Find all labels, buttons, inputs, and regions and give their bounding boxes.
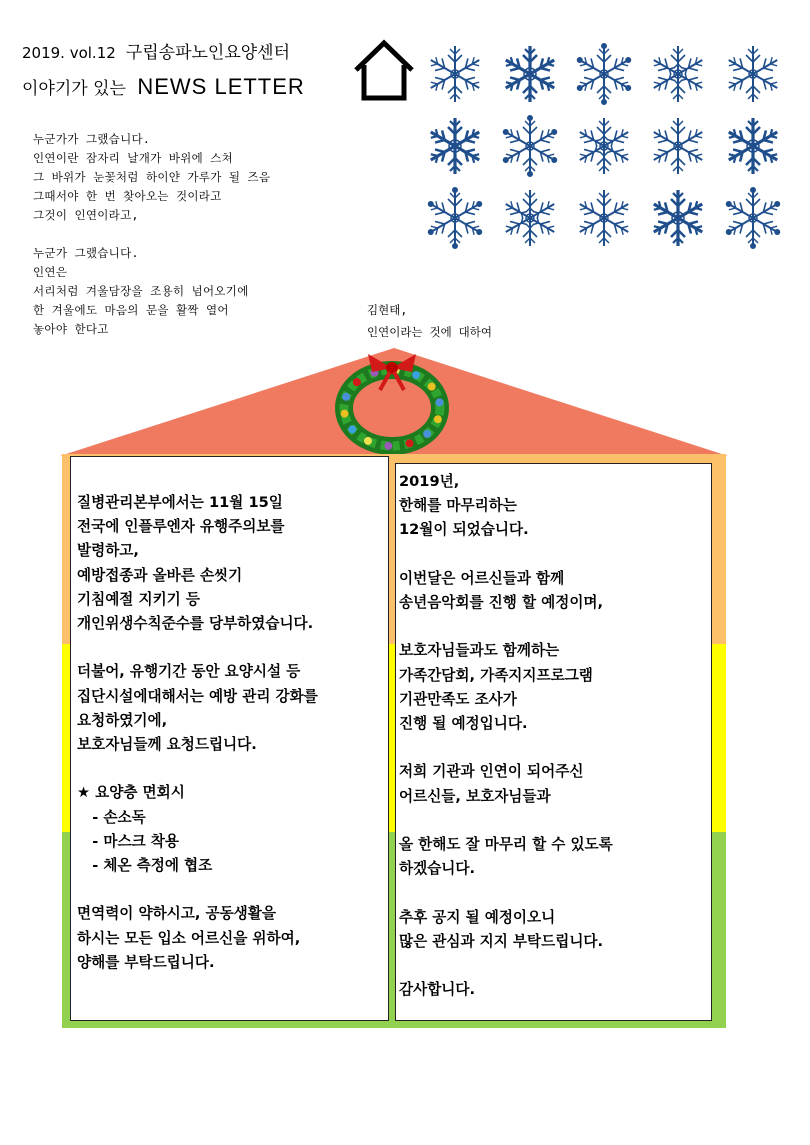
right-notice-line	[399, 881, 613, 905]
center-name: 구립송파노인요양센터	[125, 43, 291, 63]
left-notice-line: 요청하였기에,	[77, 711, 168, 729]
left-notice-line: - 마스크 착용	[77, 832, 179, 850]
snowflake-icon	[650, 46, 705, 102]
snowflake-icon	[427, 46, 482, 102]
right-notice-line: 추후 공지 될 예정이오니	[399, 908, 556, 926]
snowflake-icon	[725, 118, 780, 174]
poem-line: 그 바위가 눈꽃처럼 하이얀 가루가 될 즈음	[33, 170, 271, 184]
issue-number: 2019. vol.12	[22, 44, 116, 62]
right-notice-line: 많은 관심과 지지 부탁드립니다.	[399, 932, 604, 950]
right-notice-line: 감사합니다.	[399, 981, 476, 999]
right-notice-line: 2019년,	[399, 473, 460, 490]
poem-line: 인연은	[33, 265, 68, 279]
tagline: 이야기가 있는	[22, 79, 126, 99]
left-notice-line: - 손소독	[77, 808, 146, 826]
left-notice-line: 집단시설에대해서는 예방 관리 강화를	[77, 687, 318, 705]
right-notice-line: 저희 기관과 인연이 되어주신	[399, 763, 584, 781]
title: NEWS LETTER	[137, 74, 305, 99]
right-notice-line	[399, 954, 613, 978]
left-notice-text	[77, 491, 318, 975]
right-notice-line: 가족간담회, 가족지지프로그램	[399, 666, 593, 684]
poem-source: 인연이라는 것에 대하여	[367, 325, 492, 339]
house-icon	[352, 38, 416, 102]
snowflake-icon	[574, 44, 634, 105]
right-notice-line: 올 한해도 잘 마무리 할 수 있도록	[399, 835, 613, 853]
left-notice-line: 양해를 부탁드립니다.	[77, 953, 215, 971]
poem-line: 한 겨울에도 마음의 문을 활짝 열어	[33, 303, 229, 317]
left-notice-line	[77, 757, 318, 781]
poem-line: 그때서야 한 번 찾아오는 것이라고	[33, 189, 222, 203]
left-notice-line: 예방접종과 올바른 손씻기	[77, 566, 243, 584]
left-notice-line	[77, 636, 318, 660]
left-notice-line: 보호자님들께 요청드립니다.	[77, 736, 257, 754]
snowflake-icon	[425, 188, 485, 249]
right-notice-line: 이번달은 어르신들과 함께	[399, 569, 565, 587]
poem-line: 누군가가 그랬습니다.	[33, 132, 151, 146]
poem-line: 놓아야 한다고	[33, 322, 109, 336]
poem-author: 김현태,	[367, 303, 408, 317]
right-notice-line	[399, 809, 613, 833]
right-notice-line: 보호자님들과도 함께하는	[399, 642, 560, 660]
left-notice-line: 발령하고,	[77, 542, 139, 560]
left-notice-line: 질병관리본부에서는 11월 15일	[77, 494, 283, 511]
left-notice-line: 하시는 모든 입소 어르신을 위하여,	[77, 929, 301, 947]
snowflake-icon	[427, 118, 482, 174]
snowflake-icon	[502, 46, 557, 102]
snowflake-icon	[576, 118, 631, 174]
left-notice-line: 개인위생수칙준수를 당부하였습니다.	[77, 615, 314, 633]
snowflake-icon	[650, 190, 705, 246]
left-notice-line: ★ 요양층 면회시	[77, 784, 185, 802]
right-notice-line: 12월이 되었습니다.	[399, 521, 529, 539]
poem-line	[33, 225, 270, 244]
left-notice-line: 기침예절 지키기 등	[77, 590, 200, 608]
right-notice-line: 어르신들, 보호자님들과	[399, 787, 551, 805]
snowflake-icon	[500, 116, 560, 177]
poem	[33, 130, 270, 339]
right-notice-line: 송년음악회를 진행 할 예정이며,	[399, 594, 604, 611]
newsletter-title	[22, 74, 305, 100]
christmas-wreath-icon	[328, 350, 456, 454]
right-notice-line	[399, 543, 613, 567]
left-notice-line: 전국에 인플루엔자 유행주의보를	[77, 518, 285, 536]
right-notice-line: 하겠습니다.	[399, 860, 476, 878]
snowflake-icon	[502, 190, 557, 246]
right-notice-line: 한해를 마무리하는	[399, 497, 517, 515]
snowflakes-decoration	[420, 42, 790, 252]
left-notice-line: - 체온 측정에 협조	[77, 857, 213, 875]
left-notice-line: 더불어, 유행기간 동안 요양시설 등	[77, 663, 301, 681]
poem-line: 그것이 인연이라고,	[33, 208, 139, 222]
left-notice-line	[77, 878, 318, 902]
right-notice-line	[399, 615, 613, 639]
right-notice-line: 기관만족도 조사가	[399, 690, 517, 708]
poem-line: 누군가 그랬습니다.	[33, 246, 139, 260]
right-notice-line	[399, 736, 613, 760]
right-notice-text	[399, 470, 613, 1002]
poem-attribution	[367, 299, 492, 343]
issue-header	[22, 38, 290, 63]
poem-line: 서리처럼 겨울담장을 조용히 넘어오기에	[33, 284, 249, 298]
snowflake-icon	[723, 188, 783, 249]
right-notice-line: 진행 될 예정입니다.	[399, 715, 528, 732]
snowflake-icon	[725, 46, 780, 102]
snowflake-icon	[576, 190, 631, 246]
snowflake-icon	[650, 118, 705, 174]
poem-line: 인연이란 잠자리 날개가 바위에 스쳐	[33, 151, 234, 165]
left-notice-line: 면역력이 약하시고, 공동생활을	[77, 905, 276, 923]
